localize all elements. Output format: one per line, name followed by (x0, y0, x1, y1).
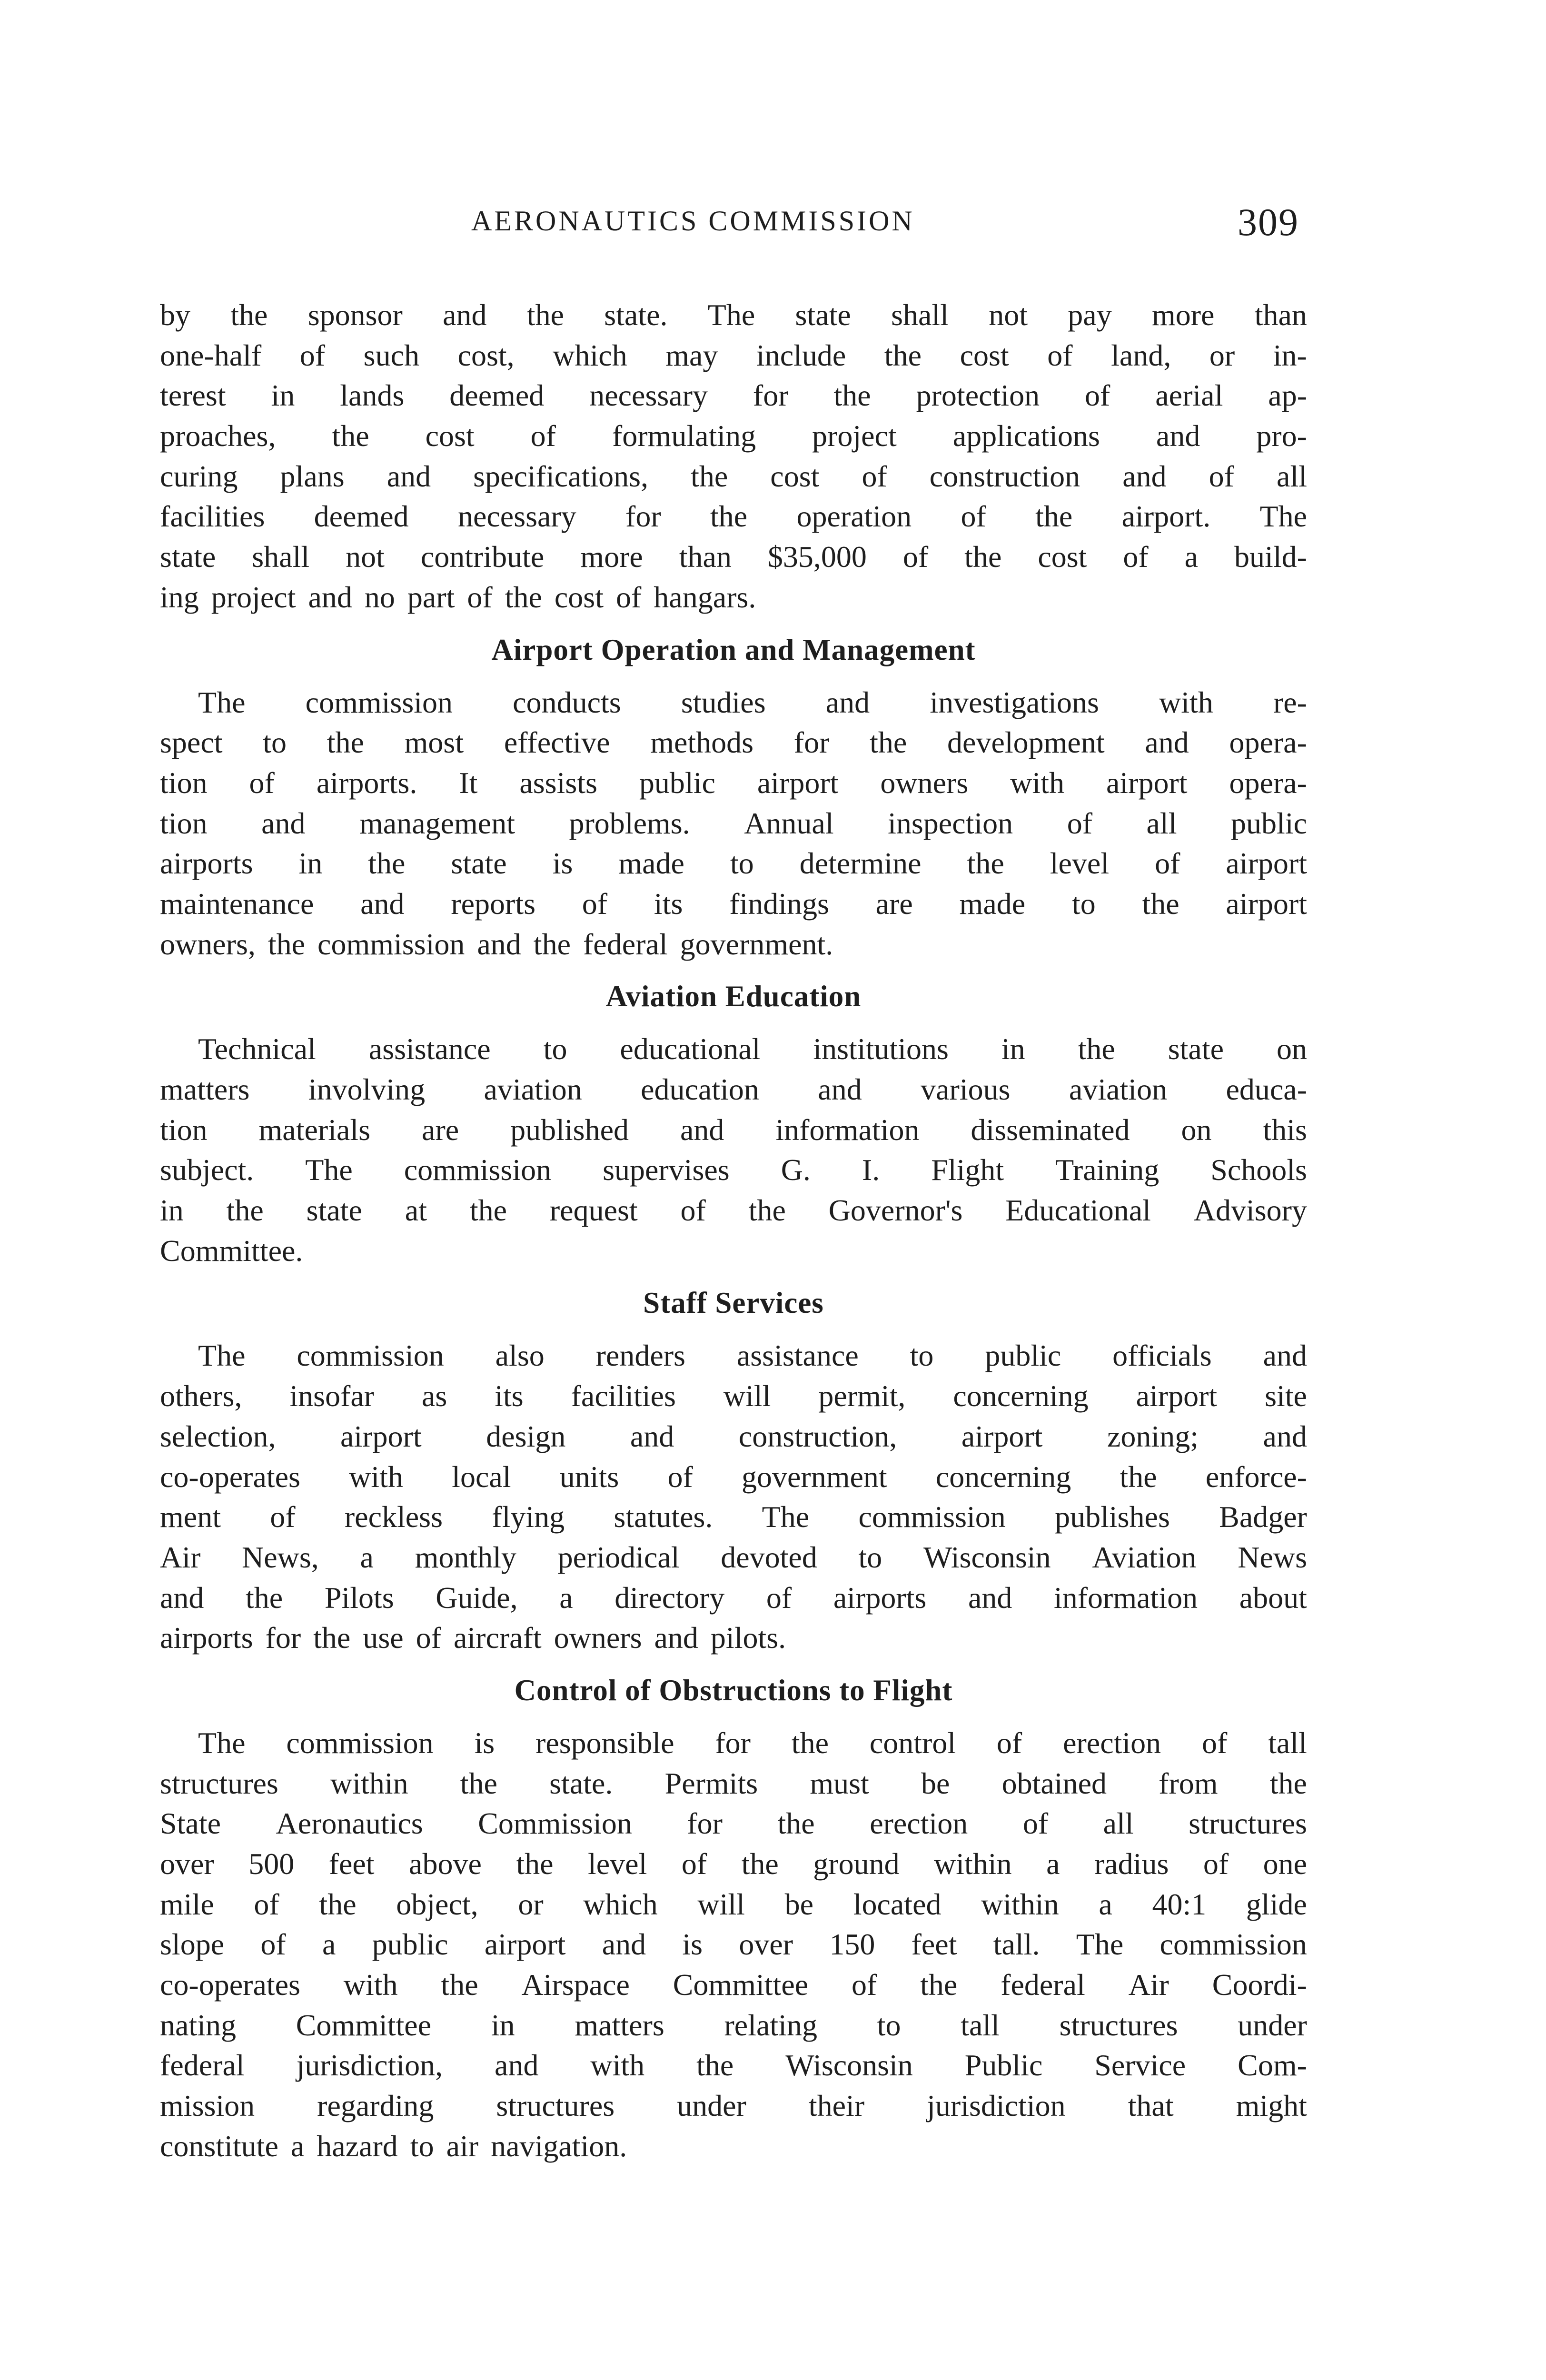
text-line: airports for the use of aircraft owners and pilots. (160, 1621, 786, 1655)
text-line: Committee. (160, 1233, 303, 1268)
text-line: selection, airport design and construction, airport zoning; and (160, 1419, 1307, 1453)
text-line: facilities deemed necessary for the operation of the airport. The (160, 499, 1307, 534)
running-title: AERONAUTICS COMMISSION (471, 205, 915, 237)
text-line: The commission also renders assistance to public officials and (198, 1339, 1307, 1373)
text-line: proaches, the cost of formulating project applications and pro- (160, 419, 1307, 453)
text-line: by the sponsor and the state. The state shall not pay more than (160, 298, 1307, 332)
text-line: others, insofar as its facilities will permit, concerning airport site (160, 1379, 1307, 1413)
text-line: slope of a public airport and is over 150 feet tall. The commission (160, 1927, 1307, 1962)
page-number: 309 (1238, 200, 1299, 244)
text-line: constitute a hazard to air navigation. (160, 2129, 627, 2163)
text-line: and the Pilots Guide, a directory of airports and information about (160, 1580, 1307, 1615)
section-heading: Aviation Education (605, 980, 862, 1013)
text-line: owners, the commission and the federal government. (160, 927, 833, 961)
text-line: one-half of such cost, which may include the cost of land, or in- (160, 338, 1307, 372)
text-line: The commission is responsible for the control of erection of tall (198, 1726, 1307, 1760)
text-line: over 500 feet above the level of the ground within a radius of one (160, 1847, 1307, 1881)
text-line: federal jurisdiction, and with the Wisconsin Public Service Com- (160, 2048, 1307, 2082)
text-line: matters involving aviation education and various aviation educa- (160, 1072, 1307, 1106)
text-line: State Aeronautics Commission for the erection of all structures (160, 1806, 1307, 1841)
text-line: tion and management problems. Annual inspection of all public (160, 806, 1307, 840)
text-line: co-operates with local units of government concerning the enforce- (160, 1459, 1307, 1494)
text-line: structures within the state. Permits must be obtained from the (160, 1766, 1307, 1800)
section-heading: Staff Services (643, 1286, 824, 1320)
text-line: mile of the object, or which will be located within a 40:1 glide (160, 1887, 1307, 1921)
text-line: Air News, a monthly periodical devoted to Wisconsin Aviation News (160, 1540, 1307, 1574)
text-line: curing plans and specifications, the cost of construction and of all (160, 459, 1307, 493)
text-line: maintenance and reports of its findings are made to the airport (160, 886, 1307, 921)
text-line: tion materials are published and information disseminated on this (160, 1112, 1307, 1147)
text-line: The commission conducts studies and investigations with re- (198, 685, 1307, 719)
section-heading: Airport Operation and Management (491, 633, 976, 666)
text-line: Technical assistance to educational institutions in the state on (198, 1032, 1307, 1066)
text-line: subject. The commission supervises G. I. Flight Training Schools (160, 1153, 1307, 1187)
section-heading: Control of Obstructions to Flight (514, 1673, 953, 1707)
body-text (160, 295, 1307, 2167)
text-line: terest in lands deemed necessary for the protection of aerial ap- (160, 378, 1307, 413)
text-line: tion of airports. It assists public airport owners with airport opera- (160, 765, 1307, 800)
text-line: airports in the state is made to determine the level of airport (160, 846, 1307, 881)
text-line: co-operates with the Airspace Committee of the federal Air Coordi- (160, 1968, 1307, 2002)
text-line: ment of reckless flying statutes. The commission publishes Badger (160, 1500, 1307, 1534)
text-line: nating Committee in matters relating to tall structures under (160, 2008, 1307, 2042)
text-line: mission regarding structures under their jurisdiction that might (160, 2089, 1307, 2123)
text-line: state shall not contribute more than $35,000 of the cost of a build- (160, 540, 1307, 574)
text-line: ing project and no part of the cost of hangars. (160, 580, 756, 614)
text-line: in the state at the request of the Governor's Educational Advisory (160, 1193, 1307, 1228)
text-line: spect to the most effective methods for the development and opera- (160, 725, 1307, 760)
